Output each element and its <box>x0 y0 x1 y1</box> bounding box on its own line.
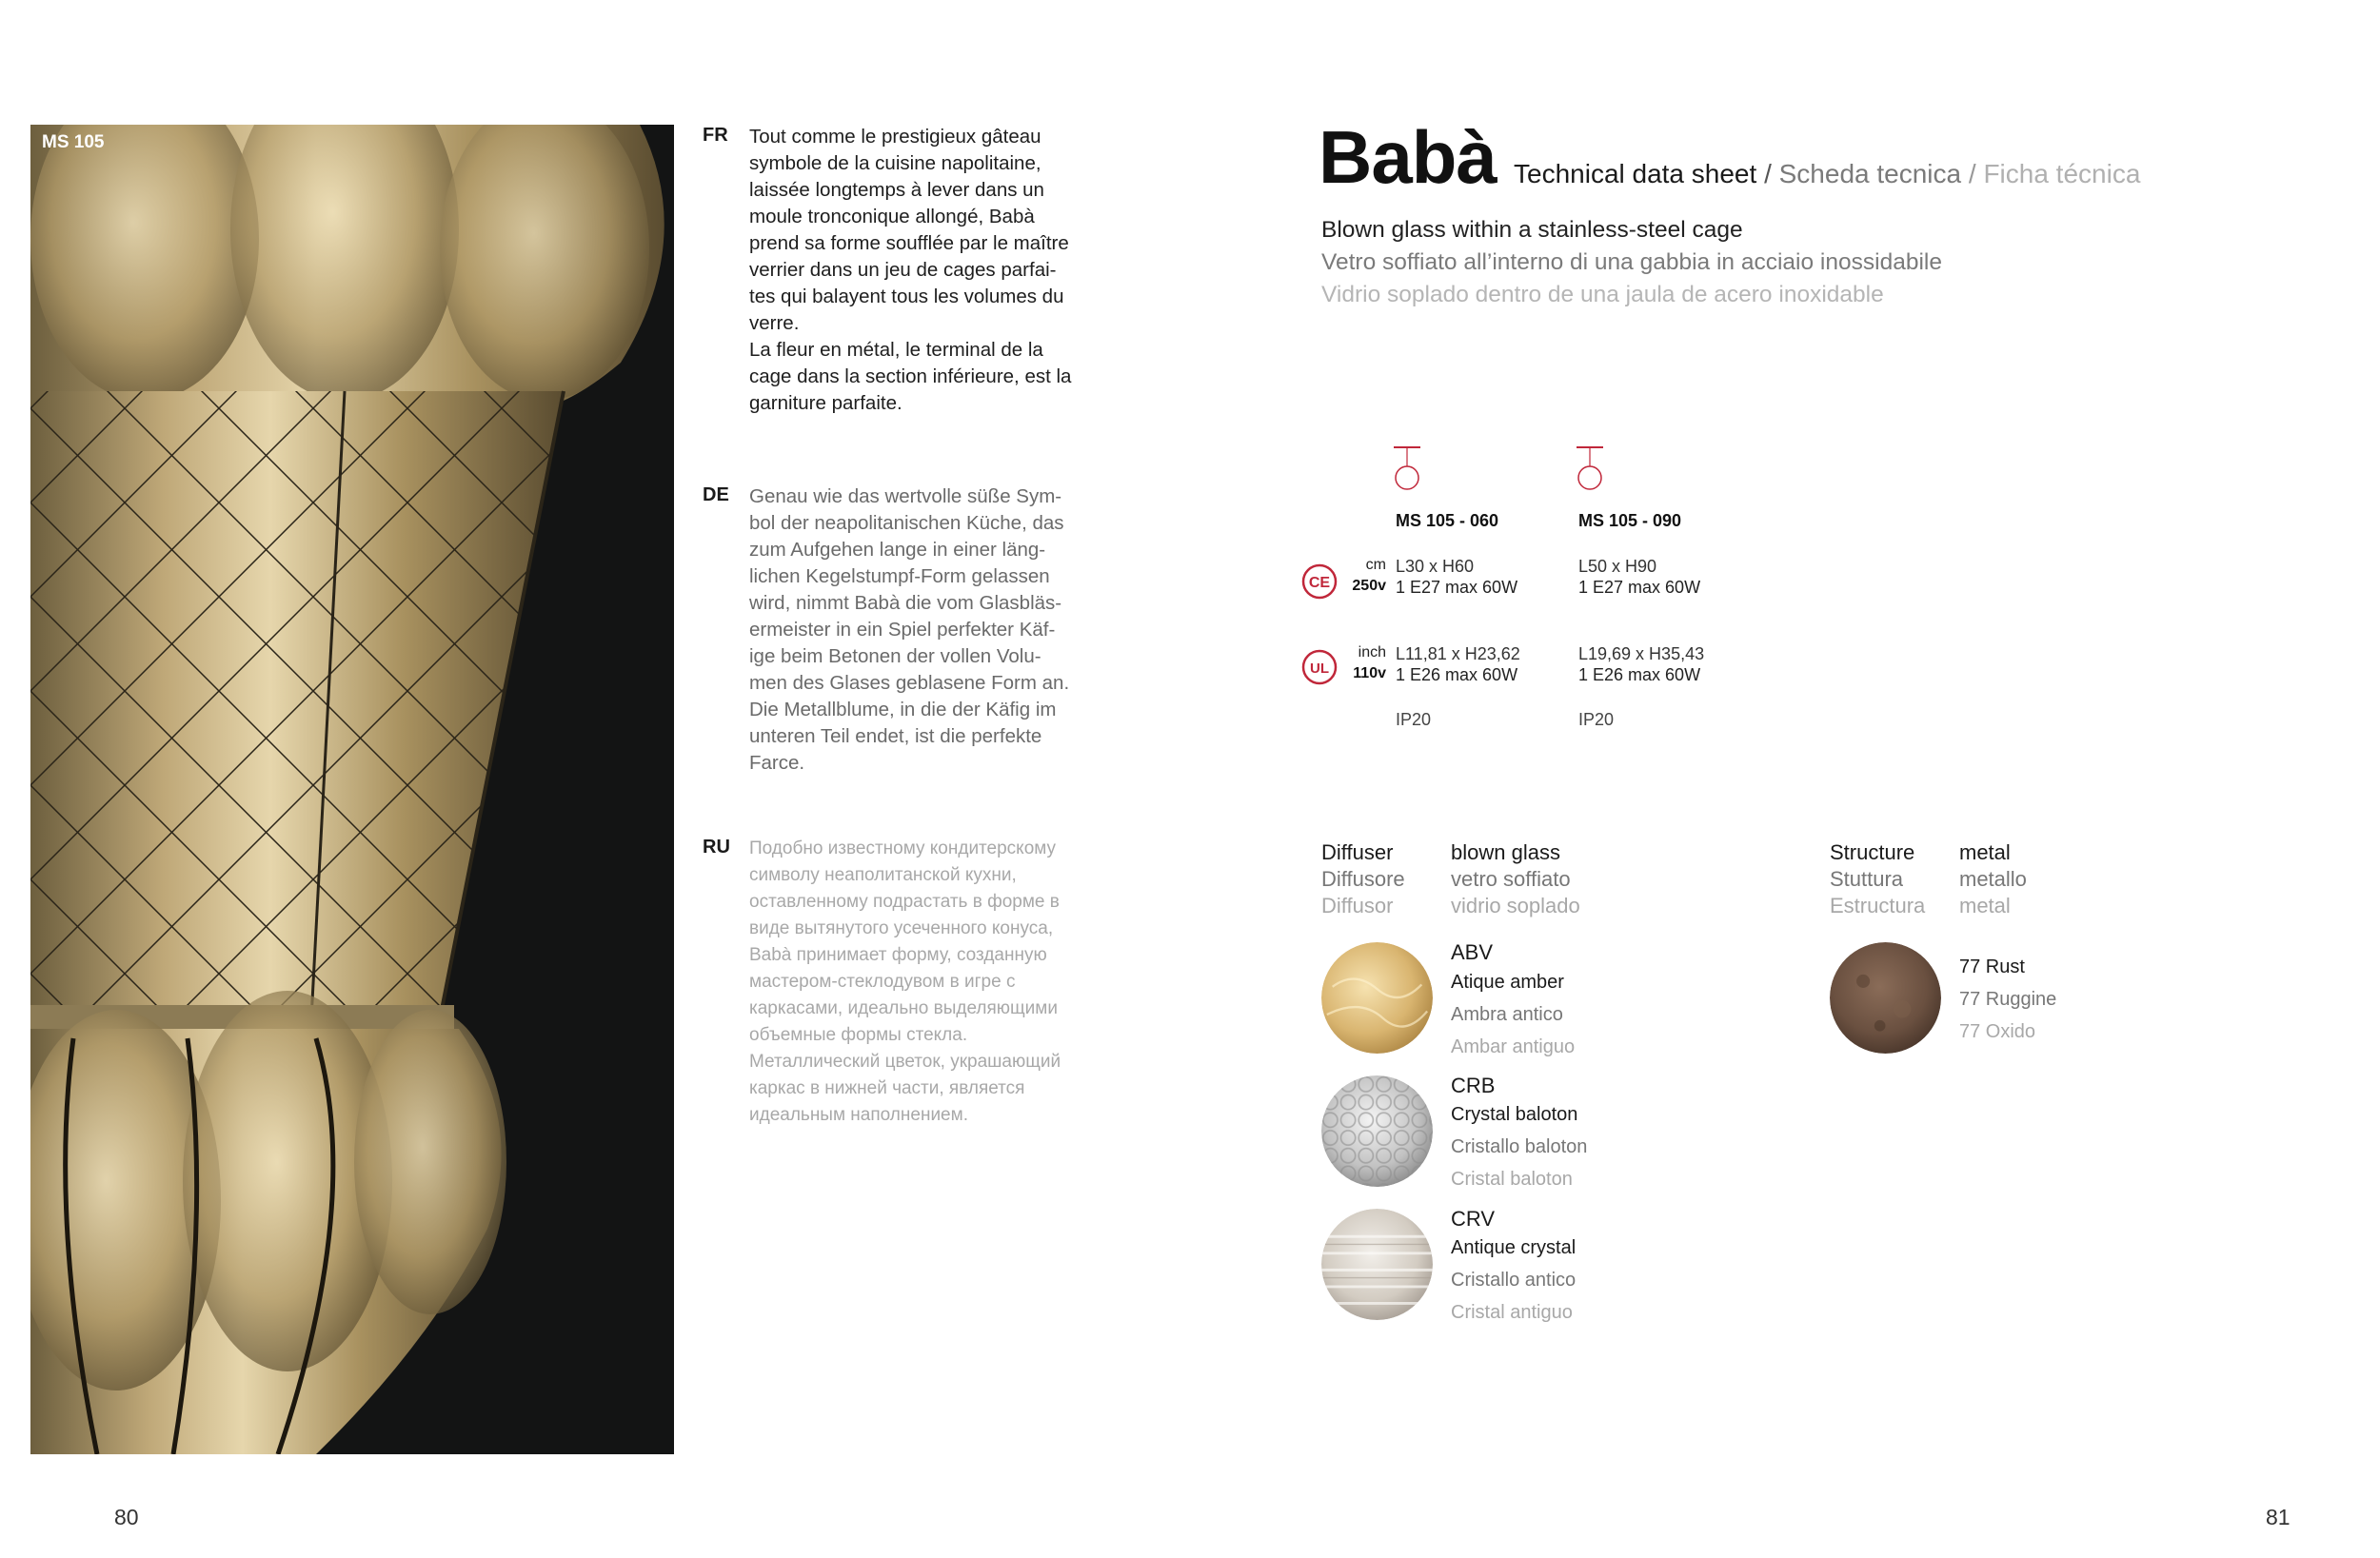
page-number-right: 81 <box>2266 1505 2291 1529</box>
bulb-ce: 1 E27 max 60W <box>1578 578 1701 597</box>
diffuser-material-it: vetro soffiato <box>1451 867 1571 891</box>
diffuser-label-en: Diffuser <box>1321 840 1394 864</box>
pendant-icon <box>1575 445 1605 491</box>
ip-rating: IP20 <box>1396 710 1432 729</box>
diffuser-label <box>1321 839 1405 919</box>
description-ru: Подобно известному кондитерскому символу неаполитанской кухни, оставленному подрастать в форме в виде вытянутого усеченного конуса, Babà принимает форму, созданную мастером-стеклодувом в игре с каркасами, идеально выделяющими объемные формы стекла. Металлический цветок, украшающий каркас в нижней части, является идеальным наполнением. <box>749 838 1061 1125</box>
bulb-ul: 1 E26 max 60W <box>1396 665 1518 684</box>
subtitle-it: Scheda tecnica <box>1778 159 1962 188</box>
structure-label <box>1830 839 1925 919</box>
lang-code-fr: FR <box>703 125 728 146</box>
finish-code-crv: CRV <box>1451 1207 1496 1231</box>
subtitle-separator: / <box>1968 159 1976 188</box>
subtitle-es: Ficha técnica <box>1983 159 2141 188</box>
product-title: Babà <box>1319 115 1497 199</box>
diffuser-label-de: Diffusor <box>1321 894 1394 917</box>
structure-label-es: Estructura <box>1830 894 1926 917</box>
finish-name-en: 77 Rust <box>1959 956 2025 977</box>
diffuser-material <box>1451 839 1580 919</box>
structure-material-en: metal <box>1959 840 2011 864</box>
swatch-antique-crystal <box>1321 1209 1433 1320</box>
ip-rating: IP20 <box>1578 710 1615 729</box>
dimensions-inch: L11,81 x H23,62 <box>1396 644 1520 663</box>
unit-inch: inch <box>1358 644 1386 661</box>
voltage-250v: 250v <box>1352 578 1386 594</box>
diffuser-material-en: blown glass <box>1451 840 1560 864</box>
finish-name-es: Ambar antiguo <box>1451 1036 1576 1057</box>
subtitle <box>1514 159 2140 189</box>
finish-names-rust <box>1959 951 2056 1048</box>
product-photo <box>30 125 674 1454</box>
finish-name-en: Crystal baloton <box>1451 1104 1578 1125</box>
finish-names-crv <box>1451 1232 1576 1329</box>
model-1-ul-specs <box>1396 643 1520 685</box>
diffuser-label-it: Diffusore <box>1321 867 1405 891</box>
description-fr: Tout comme le prestigieux gâteau symbole de la cuisine napolitaine, laissée longtemps à lever dans un moule tronconique allongé, Babà prend sa forme soufflée par le maître verrier dans un jeu de cages parfai- tes qui balayent tous les volumes du verre. La fleur en métal, le terminal de la cage dans la section inférieure, est la garniture parfaite. <box>749 126 1072 414</box>
finish-name-it: Cristallo baloton <box>1451 1136 1588 1157</box>
description-it: Vetro soffiato all’interno di una gabbia in acciaio inossidabile <box>1321 249 1942 275</box>
structure-label-en: Structure <box>1830 840 1915 864</box>
dimensions-cm: L50 x H90 <box>1578 557 1657 576</box>
dimensions-inch: L19,69 x H35,43 <box>1578 644 1705 663</box>
finish-name-es: 77 Oxido <box>1959 1021 2036 1042</box>
diffuser-material-es: vidrio soplado <box>1451 894 1580 917</box>
crystal-baloton-swatch-icon <box>1321 1075 1433 1187</box>
bulb-ce: 1 E27 max 60W <box>1396 578 1518 597</box>
finish-name-it: Cristallo antico <box>1451 1270 1577 1291</box>
ul-mark-icon <box>1301 649 1338 685</box>
swatch-rust <box>1830 942 1941 1054</box>
unit-cm: cm <box>1365 557 1386 573</box>
ce-mark-text: CE <box>1308 575 1331 591</box>
dimensions-cm: L30 x H60 <box>1396 557 1475 576</box>
model-2-ul-specs <box>1578 643 1704 685</box>
finish-name-es: Cristal baloton <box>1451 1169 1573 1190</box>
model-2-ce-specs <box>1578 556 1700 598</box>
swatch-amber <box>1321 942 1433 1054</box>
finish-names-crb <box>1451 1098 1587 1195</box>
amber-glass-swatch-icon <box>1321 942 1433 1054</box>
description-es: Vidrio soplado dentro de una jaula de acero inoxidable <box>1321 282 1884 307</box>
lang-code-ru: RU <box>703 837 730 858</box>
subtitle-en: Technical data sheet <box>1514 159 1757 188</box>
subtitle-separator: / <box>1764 159 1772 188</box>
finish-name-it: Ambra antico <box>1451 1004 1563 1025</box>
lamp-image <box>30 125 674 1454</box>
description-en: Blown glass within a stainless-steel cage <box>1321 217 1743 243</box>
model-name: MS 105 - 090 <box>1578 511 1682 530</box>
page-number-left: 80 <box>114 1505 139 1529</box>
ce-mark-icon <box>1301 563 1338 600</box>
structure-label-it: Stuttura <box>1830 867 1904 891</box>
ul-mark-text: UL <box>1310 661 1329 677</box>
finish-name-en: Atique amber <box>1451 972 1564 993</box>
finish-names-abv <box>1451 966 1575 1063</box>
photo-model-code: MS 105 <box>42 132 105 152</box>
model-1-ce-specs <box>1396 556 1517 598</box>
finish-name-it: 77 Ruggine <box>1959 989 2057 1010</box>
finish-name-en: Antique crystal <box>1451 1237 1577 1258</box>
model-name: MS 105 - 060 <box>1396 511 1499 530</box>
antique-crystal-swatch-icon <box>1321 1209 1433 1320</box>
structure-material-es: metal <box>1959 894 2011 917</box>
bulb-ul: 1 E26 max 60W <box>1578 665 1701 684</box>
pendant-icon <box>1392 445 1422 491</box>
lang-code-de: DE <box>703 484 729 505</box>
swatch-crystal-baloton <box>1321 1075 1433 1187</box>
finish-code-crb: CRB <box>1451 1074 1496 1097</box>
rust-metal-swatch-icon <box>1830 942 1941 1054</box>
finish-name-es: Cristal antiguo <box>1451 1302 1573 1323</box>
finish-code-abv: ABV <box>1451 940 1494 964</box>
voltage-110v: 110v <box>1353 665 1386 681</box>
structure-material <box>1959 839 2027 919</box>
description-de: Genau wie das wertvolle süße Sym- bol der neapolitanischen Küche, das zum Aufgehen lange in einer läng- lichen Kegelstumpf-Form gelassen wird, nimmt Babà die vom Glasbläs- ermeister in ein Spiel perfekter Käf- ige beim Betonen der vollen Volu- men des Glases geblasene Form an. Die Metallblume, in die der Käfig im unteren Teil endet, ist die perfekte Farce. <box>749 485 1070 774</box>
structure-material-it: metallo <box>1959 867 2027 891</box>
